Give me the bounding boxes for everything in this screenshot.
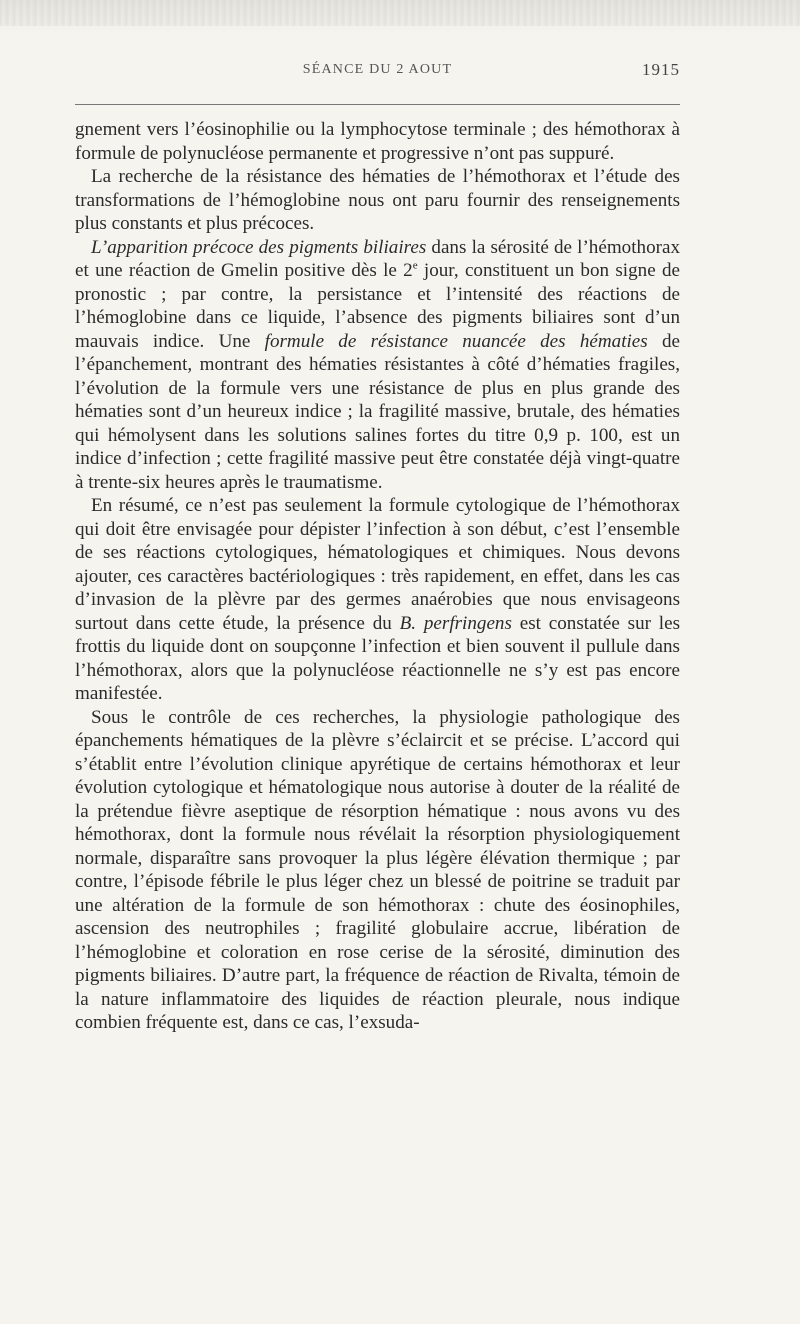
paragraph-3	[75, 236, 680, 495]
page-number: 1915	[642, 60, 680, 79]
paragraph-3-italic-b: formule de résistance nuancée des hématies	[264, 330, 648, 352]
paragraph-3-text-c: de l’épanchement, montrant des hématies résistantes à côté d’hématies fragiles, l’évolution de la formule vers une résistance de plus en plus grande des hématies sont d’un heureux indice ; la fragilité massive, brutale, des hématies qui hémolysent dans les solutions salines fortes du titre 0,9 p. 100, est un indice d’infection ; cette fragilité massive peut être constatée déjà vingt-quatre à trente-six heures après le traumatisme.	[75, 330, 680, 493]
paragraph-4	[75, 494, 680, 706]
paragraph-1-text: gnement vers l’éosinophilie ou la lymphocytose terminale ; des hémothorax à formule de polynucléose permanente et progressive n’ont pas suppuré.	[75, 119, 680, 164]
paragraph-3-italic-a: L’apparition précoce des pigments biliaires	[91, 236, 427, 258]
paragraph-4-text-a: En résumé, ce n’est pas seulement la formule cytologique de l’hémothorax qui doit être envisagée pour dépister l’infection à son début, c’est l’ensemble de ses réactions cytologiques, hématologiques et chimiques. Nous devons ajouter, ces caractères bactériologiques : très rapidement, en effet, dans les cas d’invasion de la plèvre par des germes anaérobies que nous envisageons surtout dans cette étude, la présence du	[75, 495, 680, 634]
page-header	[75, 62, 680, 86]
paragraph-3-text-b: jour, constituent un bon signe de pronostic ; par contre, la persistance et l’intensité des réactions de l’hémoglobine dans ce liquide, l’absence des pigments biliaires sont d’un mauvais indice. Une	[75, 260, 680, 352]
paragraph-4-text-b: est constatée sur les frottis du liquide dont on soupçonne l’infection et bien souvent il pullule dans l’hémothorax, alors que la polynucléose réactionnelle ne s’y est pas encore manifestée.	[75, 612, 681, 704]
paragraph-5-text: Sous le contrôle de ces recherches, la physiologie pathologique des épanchements hématiques de la plèvre s’éclaircit et se précise. L’accord qui s’établit entre l’évolution clinique apyrétique de certains hémothorax et leur évolution cytologique et hématologique nous autorise à douter de la réalité de la prétendue fièvre aseptique de résorption hématique : nous avons vu des hémothorax, dont la formule nous révélait la résorption physiologiquement normale, disparaître sans provoquer la plus légère élévation thermique ; par contre, l’épisode fébrile le plus léger chez un blessé de poitrine se traduit par une altération de la formule de son hémothorax : chute des éosinophiles, ascension des neutrophiles ; fragilité globulaire accrue, libération de l’hémoglobine et coloration en rose cerise de la sérosité, diminution des pigments biliaires. D’autre part, la fréquence de réaction de Rivalta, témoin de la nature inflammatoire des liquides de réaction pleurale, nous indique combien fréquente est, dans ce cas, l’exsuda-	[75, 706, 680, 1033]
header-rule	[75, 104, 680, 105]
scan-edge	[0, 0, 800, 26]
paragraph-2-text: La recherche de la résistance des hématies de l’hémothorax et l’étude des transformations de l’hémoglobine nous ont paru fournir des renseignements plus constants et plus précoces.	[75, 166, 680, 234]
running-title: SÉANCE DU 2 AOUT	[302, 62, 453, 77]
paragraph-1	[75, 118, 680, 165]
paragraph-4-italic: B. perfringens	[399, 612, 512, 634]
paragraph-2	[75, 165, 680, 236]
paragraph-3-superscript: e	[412, 259, 418, 272]
body-text	[75, 118, 680, 1035]
paragraph-5	[75, 706, 680, 1035]
paragraph-3-text-a: dans la sérosité de l’hémothorax et une réaction de Gmelin positive dès le 2	[75, 236, 681, 281]
